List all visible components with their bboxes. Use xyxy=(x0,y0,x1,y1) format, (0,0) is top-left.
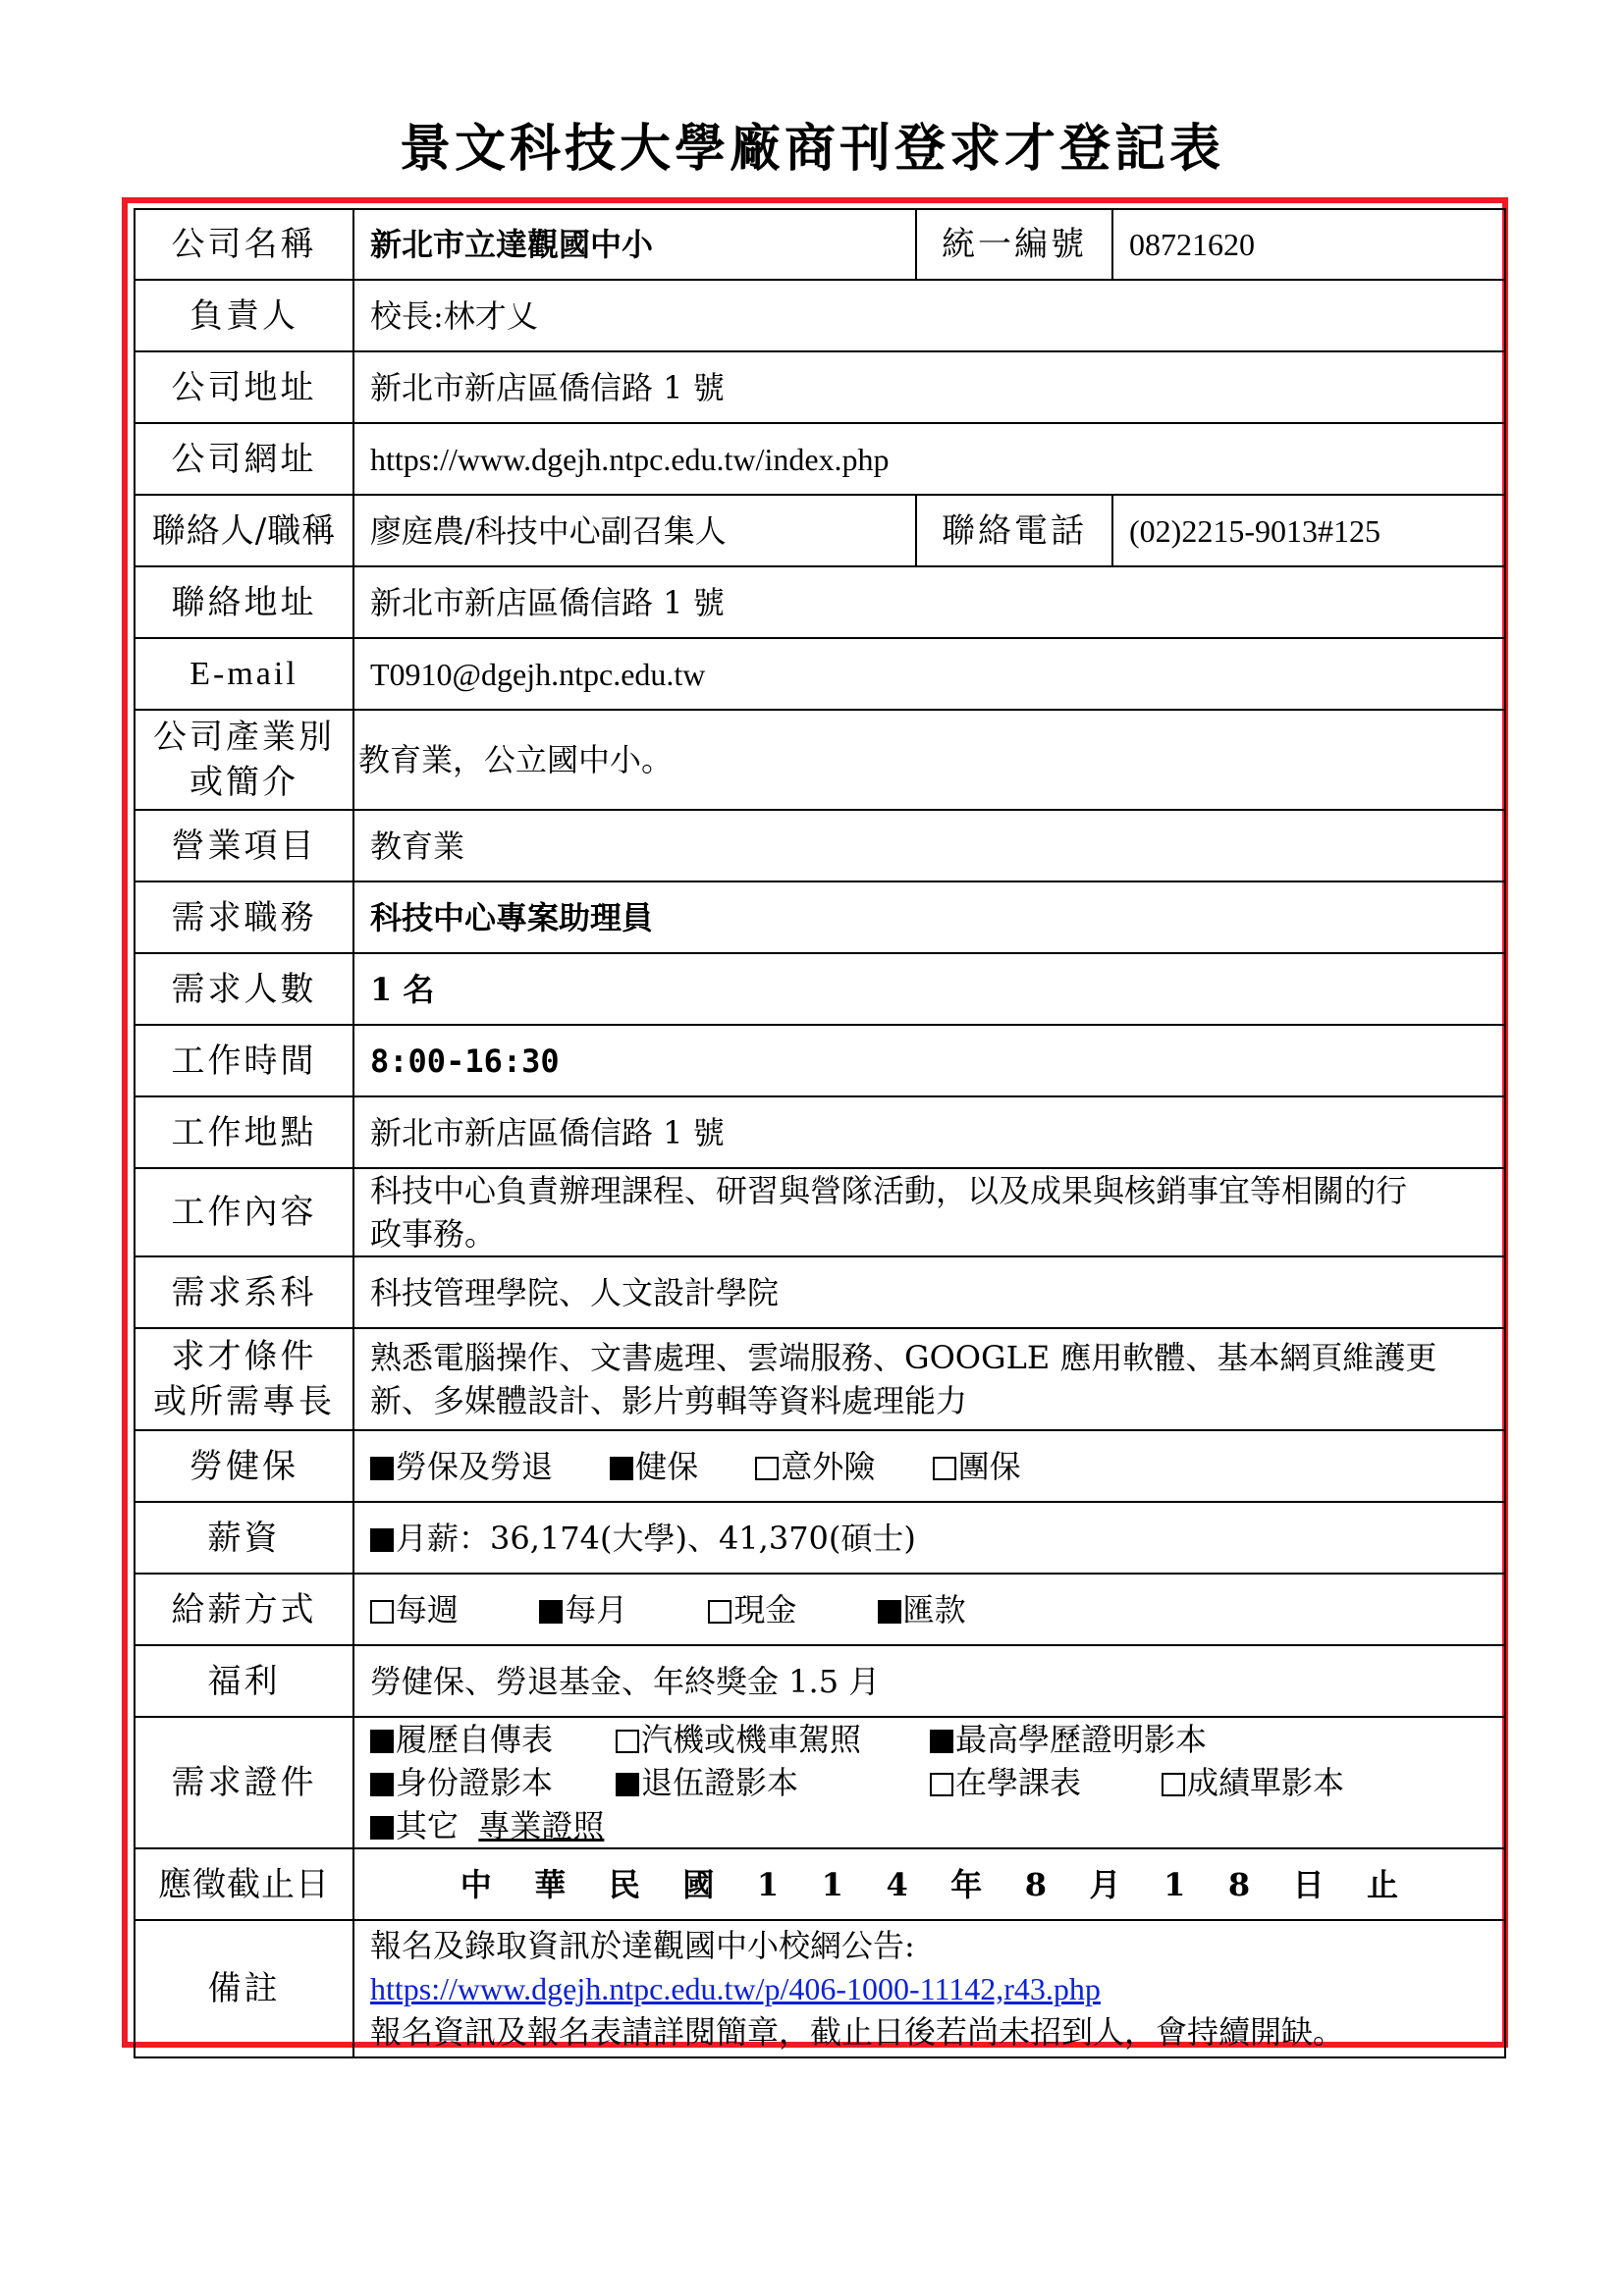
deadline-part: 華 xyxy=(534,1865,567,1903)
pay-method-option[interactable] xyxy=(370,1588,459,1631)
position-value: 科技中心專案助理員 xyxy=(353,881,1505,953)
phone-value: (02)2215-9013#125 xyxy=(1112,495,1505,566)
checkbox-icon[interactable] xyxy=(708,1600,731,1624)
option-label: 健保 xyxy=(635,1447,699,1485)
industry-label xyxy=(135,710,353,810)
row-duties xyxy=(135,1168,1505,1256)
option-label: 最高學歷證明影本 xyxy=(955,1721,1208,1758)
skills-line2: 新、多媒體設計、影片剪輯等資料處理能力 xyxy=(370,1382,968,1419)
website-label: 公司網址 xyxy=(135,423,353,495)
business-label: 營業項目 xyxy=(135,810,353,881)
option-label: 履歷自傳表 xyxy=(396,1721,554,1758)
row-hours xyxy=(135,1025,1505,1096)
remarks-line3: 報名資訊及報名表請詳閱簡章，截止日後若尚未招到人，會持續開缺。 xyxy=(370,2013,1345,2051)
contact-address-value: 新北市新店區僑信路 1 號 xyxy=(353,566,1505,638)
checkbox-icon[interactable] xyxy=(610,1457,633,1480)
option-label: 團保 xyxy=(957,1447,1021,1485)
insurance-option[interactable] xyxy=(933,1445,1021,1488)
benefits-label: 福利 xyxy=(135,1645,353,1717)
deadline-part: 1 xyxy=(1164,1865,1186,1903)
option-label: 匯款 xyxy=(902,1590,966,1629)
document-option-other[interactable] xyxy=(370,1804,604,1847)
deadline-part: 止 xyxy=(1367,1865,1399,1903)
option-label: 身份證影本 xyxy=(396,1764,554,1801)
row-deadline xyxy=(135,1848,1505,1920)
documents-line1 xyxy=(370,1718,1489,1761)
row-insurance xyxy=(135,1430,1505,1502)
option-label: 每月 xyxy=(565,1590,628,1629)
deadline-part: 日 xyxy=(1292,1865,1325,1903)
deadline-part: 月 xyxy=(1089,1865,1121,1903)
deadline-part: 國 xyxy=(682,1865,715,1903)
remarks-value xyxy=(353,1920,1505,2057)
documents-label: 需求證件 xyxy=(135,1717,353,1848)
row-company-address xyxy=(135,351,1505,423)
checkbox-icon[interactable] xyxy=(1162,1773,1185,1796)
document-option[interactable] xyxy=(1162,1761,1344,1804)
option-label: 在學課表 xyxy=(955,1764,1082,1801)
checkbox-icon[interactable] xyxy=(930,1773,953,1796)
row-benefits xyxy=(135,1645,1505,1717)
owner-value: 校長:林才乂 xyxy=(353,280,1505,351)
row-owner xyxy=(135,280,1505,351)
row-salary xyxy=(135,1502,1505,1574)
deadline-part: 1 xyxy=(821,1865,843,1903)
skills-value xyxy=(353,1328,1505,1430)
documents-line2 xyxy=(370,1761,1489,1804)
email-value: T0910@dgejh.ntpc.edu.tw xyxy=(353,638,1505,710)
skills-label xyxy=(135,1328,353,1430)
document-option[interactable] xyxy=(616,1761,930,1804)
pay-method-option[interactable] xyxy=(708,1588,796,1631)
deadline-part: 1 xyxy=(756,1865,780,1903)
business-value: 教育業 xyxy=(353,810,1505,881)
deadline-part: 4 xyxy=(886,1865,908,1903)
checkbox-icon[interactable] xyxy=(616,1730,639,1753)
headcount-value: 1 名 xyxy=(353,953,1505,1025)
checkbox-icon[interactable] xyxy=(370,1730,394,1753)
insurance-label: 勞健保 xyxy=(135,1430,353,1502)
hours-label: 工作時間 xyxy=(135,1025,353,1096)
departments-label: 需求系科 xyxy=(135,1256,353,1328)
duties-line2: 政事務。 xyxy=(370,1215,497,1253)
other-detail: 專業證照 xyxy=(478,1807,605,1844)
location-value: 新北市新店區僑信路 1 號 xyxy=(353,1096,1505,1168)
company-address-value: 新北市新店區僑信路 1 號 xyxy=(353,351,1505,423)
document-option[interactable] xyxy=(370,1761,616,1804)
row-website xyxy=(135,423,1505,495)
industry-value: 教育業，公立國中小。 xyxy=(353,710,1505,810)
checkbox-icon[interactable] xyxy=(755,1457,779,1480)
row-contact-address xyxy=(135,566,1505,638)
deadline-part: 8 xyxy=(1024,1865,1048,1903)
row-departments xyxy=(135,1256,1505,1328)
hours-value: 8:00-16:30 xyxy=(353,1025,1505,1096)
salary-value xyxy=(353,1502,1505,1574)
row-industry xyxy=(135,710,1505,810)
checkbox-icon[interactable] xyxy=(370,1600,394,1624)
location-label: 工作地點 xyxy=(135,1096,353,1168)
remarks-label: 備註 xyxy=(135,1920,353,2057)
option-label: 每週 xyxy=(396,1590,460,1629)
row-pay-method xyxy=(135,1574,1505,1645)
industry-label-line1: 公司產業別 xyxy=(153,718,335,757)
tax-id-value: 08721620 xyxy=(1112,209,1505,280)
insurance-option[interactable] xyxy=(610,1445,698,1488)
row-skills xyxy=(135,1328,1505,1430)
pay-method-options xyxy=(353,1574,1505,1645)
row-documents xyxy=(135,1717,1505,1848)
deadline-part: 民 xyxy=(608,1865,640,1903)
checkbox-icon[interactable] xyxy=(370,1816,394,1840)
option-label: 其它 xyxy=(396,1807,460,1844)
form-table xyxy=(134,208,1506,2058)
checkbox-icon[interactable] xyxy=(933,1457,956,1480)
tax-id-label: 統一編號 xyxy=(916,209,1112,280)
row-business xyxy=(135,810,1505,881)
documents-line3 xyxy=(370,1804,1489,1847)
form-title: 景文科技大學廠商刊登求才登記表 xyxy=(399,119,1224,179)
owner-label: 負責人 xyxy=(135,280,353,351)
option-label: 意外險 xyxy=(781,1447,876,1485)
checkbox-icon[interactable] xyxy=(370,1457,394,1480)
documents-options xyxy=(353,1717,1505,1848)
remarks-link[interactable]: https://www.dgejh.ntpc.edu.tw/p/406-1000-11142,r43.php xyxy=(370,1971,1101,2006)
checkbox-icon[interactable] xyxy=(539,1600,563,1624)
duties-line1: 科技中心負責辦理課程、研習與營隊活動，以及成果與核銷事宜等相關的行 xyxy=(370,1172,1408,1209)
benefits-value: 勞健保、勞退基金、年終獎金 1.5 月 xyxy=(353,1645,1505,1717)
duties-value xyxy=(353,1168,1505,1256)
departments-value: 科技管理學院、人文設計學院 xyxy=(353,1256,1505,1328)
salary-text: 月薪：36,174(大學)、41,370(碩士) xyxy=(396,1519,916,1557)
industry-label-line2: 或簡介 xyxy=(189,763,298,802)
skills-label-line2: 或所需專長 xyxy=(153,1382,335,1421)
document-option[interactable] xyxy=(930,1718,1207,1761)
option-label: 退伍證影本 xyxy=(641,1764,799,1801)
checkbox-icon[interactable] xyxy=(930,1730,953,1753)
row-company-name xyxy=(135,209,1505,280)
deadline-label: 應徵截止日 xyxy=(135,1848,353,1920)
deadline-part: 8 xyxy=(1227,1865,1251,1903)
form-frame xyxy=(122,197,1508,2051)
salary-label: 薪資 xyxy=(135,1502,353,1574)
option-label: 勞保及勞退 xyxy=(396,1447,554,1485)
company-name-value: 新北市立達觀國中小 xyxy=(353,209,916,280)
contact-label: 聯絡人/職稱 xyxy=(135,495,353,566)
deadline-value xyxy=(353,1848,1505,1920)
phone-label: 聯絡電話 xyxy=(916,495,1112,566)
checkbox-icon[interactable] xyxy=(370,1773,394,1796)
pay-method-label: 給薪方式 xyxy=(135,1574,353,1645)
option-label: 成績單影本 xyxy=(1187,1764,1345,1801)
skills-label-line1: 求才條件 xyxy=(171,1337,317,1376)
row-contact xyxy=(135,495,1505,566)
option-label: 汽機或機車駕照 xyxy=(641,1721,862,1758)
position-label: 需求職務 xyxy=(135,881,353,953)
row-location xyxy=(135,1096,1505,1168)
website-value: https://www.dgejh.ntpc.edu.tw/index.php xyxy=(353,423,1505,495)
row-remarks xyxy=(135,1920,1505,2057)
document-option[interactable] xyxy=(930,1761,1162,1804)
duties-label: 工作內容 xyxy=(135,1168,353,1256)
contact-address-label: 聯絡地址 xyxy=(135,566,353,638)
skills-line1: 熟悉電腦操作、文書處理、雲端服務、GOOGLE 應用軟體、基本網頁維護更 xyxy=(370,1339,1437,1376)
checkbox-icon[interactable] xyxy=(370,1528,394,1552)
row-headcount xyxy=(135,953,1505,1025)
row-email xyxy=(135,638,1505,710)
insurance-option[interactable] xyxy=(370,1445,553,1488)
company-name-label: 公司名稱 xyxy=(135,209,353,280)
document-option[interactable] xyxy=(616,1718,930,1761)
checkbox-icon[interactable] xyxy=(616,1773,639,1796)
deadline-date xyxy=(370,1863,1489,1906)
remarks-line1: 報名及錄取資訊於達觀國中小校網公告: xyxy=(370,1927,915,1964)
checkbox-icon[interactable] xyxy=(878,1600,901,1624)
option-label: 現金 xyxy=(733,1590,797,1629)
deadline-part: 年 xyxy=(950,1865,983,1903)
contact-value: 廖庭農/科技中心副召集人 xyxy=(353,495,916,566)
pay-method-option[interactable] xyxy=(878,1588,966,1631)
pay-method-option[interactable] xyxy=(539,1588,627,1631)
email-label: E-mail xyxy=(135,638,353,710)
headcount-label: 需求人數 xyxy=(135,953,353,1025)
row-position xyxy=(135,881,1505,953)
insurance-option[interactable] xyxy=(755,1445,875,1488)
insurance-options xyxy=(353,1430,1505,1502)
document-option[interactable] xyxy=(370,1718,616,1761)
deadline-part: 中 xyxy=(460,1865,492,1903)
company-address-label: 公司地址 xyxy=(135,351,353,423)
